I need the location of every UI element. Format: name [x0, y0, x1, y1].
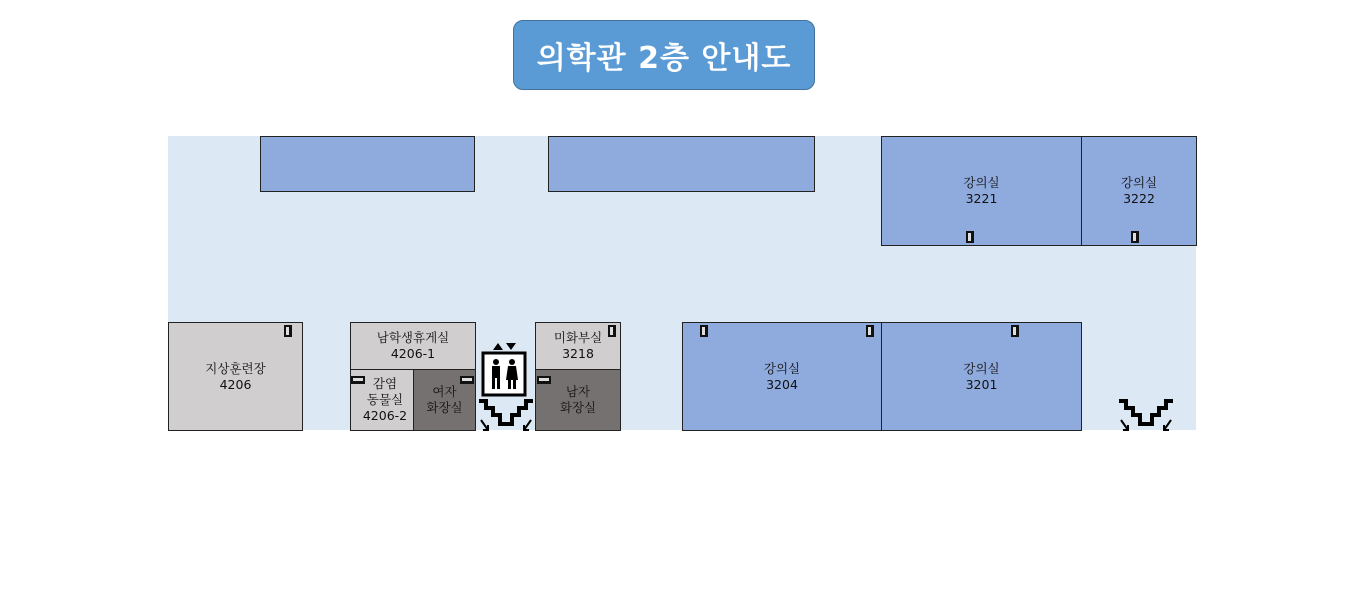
elevator-icon: [480, 340, 530, 400]
stairs-icon: [476, 398, 536, 434]
restroom-line1: 여자: [432, 384, 457, 399]
room-name: 남학생휴게실: [376, 330, 450, 345]
room-name-line2: 동물실: [366, 392, 404, 407]
room-3222[interactable]: [1081, 136, 1197, 246]
door-icon: [1011, 325, 1019, 337]
room-name-line1: 감염: [372, 376, 398, 391]
room-3201[interactable]: [881, 322, 1082, 431]
room-3204[interactable]: [682, 322, 882, 431]
room-4206-1[interactable]: [350, 322, 476, 370]
room-number: 4206: [219, 376, 252, 392]
door-icon: [351, 376, 365, 384]
door-icon: [284, 325, 292, 337]
restroom-line1: 남자: [565, 384, 591, 399]
stairs-icon: [1116, 398, 1176, 434]
room-number: 4206-2: [362, 408, 408, 423]
room-top-left[interactable]: [260, 136, 475, 192]
room-name: 지상훈련장: [205, 360, 266, 376]
door-icon: [700, 325, 708, 337]
room-4206[interactable]: [168, 322, 303, 431]
room-name: 강의실: [963, 175, 1000, 190]
room-name: 강의실: [1120, 175, 1158, 190]
restroom-line2: 화장실: [426, 400, 463, 415]
door-icon: [537, 376, 551, 384]
restroom-line2: 화장실: [559, 400, 597, 415]
room-number: 3218: [562, 346, 594, 361]
room-3221[interactable]: [881, 136, 1082, 246]
door-icon: [966, 231, 974, 243]
room-name: 미화부실: [553, 330, 603, 345]
room-name: 강의실: [963, 360, 1000, 376]
door-icon: [608, 325, 616, 337]
room-number: 3201: [965, 376, 998, 392]
room-number: 3221: [965, 191, 998, 206]
room-number: 3222: [1123, 191, 1155, 206]
room-number: 3204: [766, 376, 798, 392]
door-icon: [866, 325, 874, 337]
page-title: 의학관 2층 안내도: [513, 20, 815, 90]
room-number: 4206-1: [390, 346, 436, 361]
door-icon: [1131, 231, 1139, 243]
room-name: 강의실: [763, 360, 801, 376]
door-icon: [460, 376, 474, 384]
room-top-middle[interactable]: [548, 136, 815, 192]
